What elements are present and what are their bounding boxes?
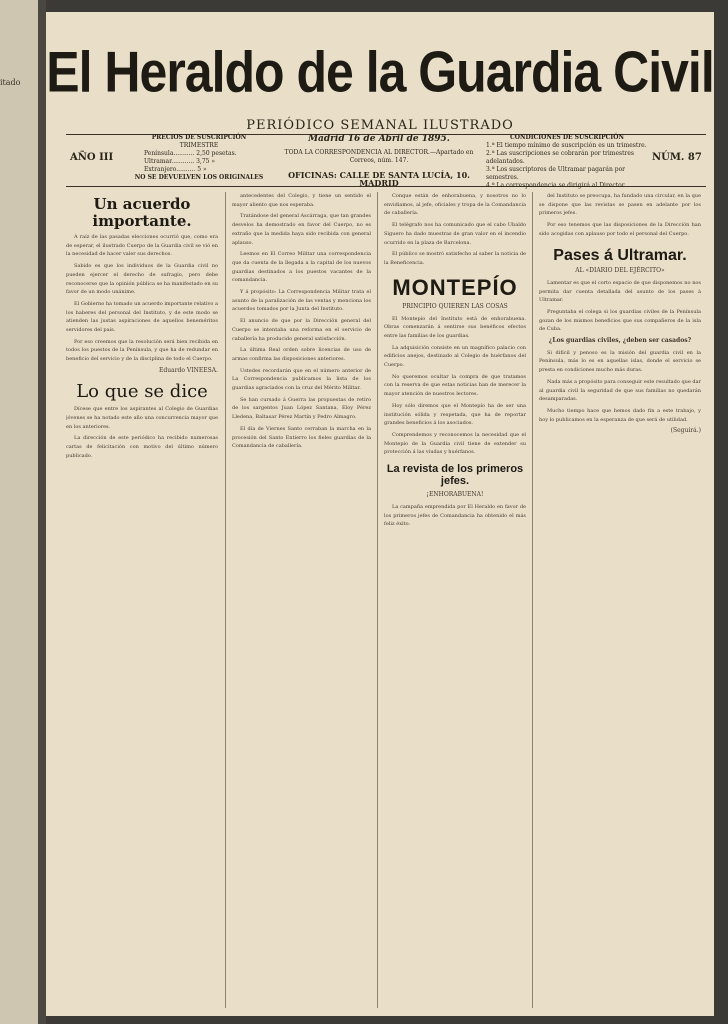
price-line: Península........... 2,50 pesetas. (144, 150, 237, 157)
paragraph: Preguntaba el colega si los guardias civiles de la Península gozan de los mismos beneficios que sus compañeros de la isla de Cuba. (539, 308, 701, 333)
year-label: AÑO III (70, 152, 114, 163)
paragraph: Y á propósito: La Correspondencia Militar trata el asunto de la paralización de las ventas y menciona los acuerdos tomados por la Junta del Instituto. (232, 289, 371, 313)
subhead-revista: ¡ENHORABUENA! (426, 491, 484, 499)
headline-acuerdo: Un acuerdo importante. (92, 195, 192, 230)
subhead-pases: AL «DIARIO DEL EJÉRCITO» (575, 267, 665, 275)
conditions-box (486, 134, 648, 189)
headline-revista: La revista de los primeros jefes. (386, 463, 524, 488)
condition-line: 2.ª Las suscripciones se cobrarán por trimestres adelantados. (486, 150, 635, 165)
masthead-title: El Heraldo de la Guardia Civil (46, 39, 714, 105)
paragraph: Ustedes recordarán que en el número anterior de La Correspondencia publicamos la lista de los guardias agraciados con la cruz del Mérito Militar. (232, 367, 371, 392)
paragraph: El público se mostró satisfecho al saber la noticia de la Beneficencia. (384, 251, 526, 266)
headline-lo-que-se-dice: Lo que se dice (76, 380, 208, 402)
column-rule (532, 192, 533, 1008)
paragraph: Tratándose del general Ascárraga, que tan grandes desvelos ha demostrado en favor del Cuerpo, no es extraño que la medida haya sido recibida con general aplauso. (232, 213, 371, 246)
date-box (278, 134, 480, 186)
prices-sub: TRIMESTRE (179, 142, 219, 149)
column-3 (384, 192, 526, 1008)
paragraph: Por eso creemos que la resolución será bien recibida en todos los puestos de la Península, y que ha de redundar en beneficio del servicio y de la disciplina de todo el Cuerpo. (66, 338, 218, 363)
signature: Eduardo VINEESA. (159, 366, 218, 374)
issue-date: Madrid 16 de Abril de 1895. (308, 134, 450, 144)
correspondence-note: TODA LA CORRESPONDENCIA AL DIRECTOR.—Apartado en Correos, núm. 147. (284, 149, 474, 164)
paragraph: Comprendemos y reconocemos la necesidad que el Montepío de la Guardia civil tiene de extender su protección á las viudas y huérfanos. (384, 431, 526, 456)
paragraph: Si difícil y penoso es la misión del guardia civil en la Península, más lo es en aquellas islas, donde el servicio se presta en condiciones mucho más duras. (539, 349, 701, 374)
paragraph: Dícese que entre los aspirantes al Colegio de Guardias jóvenes se ha notado este año una concurrencia mayor que en los anteriores. (66, 406, 218, 430)
subtitle: PERIÓDICO SEMANAL ILUSTRADO (246, 118, 514, 133)
paragraph: El Montepío del Instituto está de enhorabuena. Obras comenzarán á sentirse sus benéficos efectos entre las familias de los guardias. (384, 315, 526, 339)
paragraph: Leemos en El Correo Militar una correspondencia que da cuenta de la llegada a la capital de los nuevos guardias destinados a los puestos vacantes de la comandancia. (232, 251, 371, 284)
column-rule (225, 192, 226, 1008)
paragraph: El Gobierno ha tomado un acuerdo importante relativo a los haberes del personal del Instituto, y de este modo se atienden las justas aspiraciones de aquellos beneméritos servidores del país. (66, 300, 218, 334)
paragraph: Nada más a propósito para conseguir este resultado que dar al guardia civil la seguridad de que sus familias no quedarán desamparadas. (539, 378, 701, 403)
offices-address: OFICINAS: CALLE DE SANTA LUCÍA, 10. MADRID (288, 170, 470, 188)
issue-number: NÚM. 87 (652, 152, 702, 163)
paragraph: La adquisición consiste en un magnífico palacio con edificios anejos, destinado al Colegio de huérfanos del Cuerpo. (384, 344, 526, 369)
paragraph: Conque están de enhorabuena, y nosotros no lo envidiamos, al jefe, oficiales y tropa de la Comandancia de caballería. (384, 193, 526, 217)
condition-line: 3.ª Los suscriptores de Ultramar pagarán por semestres. (486, 166, 626, 181)
question-heading: ¿Los guardias civiles, ¿deben ser casados? (548, 337, 692, 345)
paragraph: La última Real orden sobre licencias de uso de armas confirma las disposiciones anteriores. (232, 347, 371, 362)
paragraph: No queremos ocultar la compra de que tratamos con la reserva de que estas noticias han de merecer la mayor atención de nuestros lectores. (384, 373, 526, 398)
headline-montepio: MONTEPÍO (392, 274, 518, 300)
signature: (Seguirá.) (670, 427, 701, 435)
paragraph: Por eso tenemos que las disposiciones de la Dirección han sido acogidas con aplauso por todo el personal del Cuerpo. (539, 222, 701, 237)
paragraph: Se han cursado á Guerra las propuestas de retiro de los sargentos Juan López Santana, Eloy Pérez Lledena, Baltasar Pérez Martín y Pedro Almagro. (232, 396, 371, 421)
paragraph: Lamentar es que el corto espacio de que disponemos no nos permita dar cuenta detallada del asunto de los pases á Ultramar. (539, 279, 701, 304)
condition-line: 1.ª El tiempo mínimo de suscripción es un trimestre. (486, 142, 647, 149)
column-1 (66, 192, 218, 1008)
paragraph: El anuncio de que por la Dirección general del Cuerpo se intentaba una reforma en el servicio de caballería ha producido general satisfacción. (232, 318, 371, 342)
newspaper-page (46, 12, 714, 1016)
column-4 (539, 192, 701, 1008)
prices-title: PRECIOS DE SUSCRIPCIÓN (151, 134, 247, 141)
paragraph: La campaña emprendida por El Heraldo en favor de los primeros jefes de Comandancia ha obtenido el más feliz éxito. (384, 503, 526, 528)
binding-spine (0, 0, 38, 1024)
conditions-title: CONDICIONES DE SUSCRIPCIÓN (510, 134, 624, 141)
no-originals-note: NO SE DEVUELVEN LOS ORIGINALES (134, 174, 264, 181)
headline-pases-ultramar: Pases á Ultramar. (553, 246, 687, 264)
year-cell (70, 134, 118, 186)
paragraph: A raíz de las pasadas elecciones ocurrió que, como era de esperar, el ilustrado Cuerpo de la Guardia civil se vió en la necesidad de hacer valer sus derechos. (66, 234, 218, 258)
subhead-montepio: PRINCIPIO QUIEREN LAS COSAS (402, 302, 508, 310)
paragraph: del Instituto se preocupa, ha fundado una circular, en la que se dispone que las revistas se pasen en adelante por los primeros jefes. (539, 193, 701, 217)
column-2 (232, 192, 371, 1008)
gutter-shadow (38, 0, 46, 1024)
column-rule (377, 192, 378, 1008)
paragraph: La dirección de este periódico ha recibido numerosas cartas de felicitación con motivo del último número publicado. (66, 435, 218, 459)
prices-box (124, 134, 274, 186)
price-line: Ultramar............ 3,75 » (144, 158, 216, 165)
paragraph: antecedentes del Colegio, y tiene un sentido el mayor aliento que nos esperaba. (232, 193, 371, 208)
number-cell (652, 134, 708, 186)
spine-text: itado (0, 78, 21, 87)
paragraph: Sabido es que los individuos de la Guardia civil no pueden ejercer el derecho de sufragio, pero debe reconocerse que la opinión pública se ha manifestado en su favor de un modo unánime. (66, 263, 218, 296)
paragraph: El telégrafo nos ha comunicado que el cabo Ubaldo Siguero ha dado muestras de gran valor en el incendio ocurrido en la plaza de Barcelona. (384, 222, 526, 246)
condition-line: 4.ª La correspondencia se dirigirá al Director. (486, 182, 626, 189)
paragraph: Hoy sólo diremos que el Montepío ha de ser una institución sólida y respetada, que ha de reportar grandes beneficios á los asociados. (384, 402, 526, 427)
paragraph: Mucho tiempo hace que hemos dado fin a este trabajo, y hoy lo publicamos en la esperanza de que será de utilidad. (539, 407, 701, 423)
paragraph: El día de Viernes Santo cerraban la marcha en la procesión del Santo Entierro los fieles guardias de la Comandancia de caballería. (232, 425, 371, 450)
price-line: Extranjero.......... 5 » (144, 166, 207, 173)
